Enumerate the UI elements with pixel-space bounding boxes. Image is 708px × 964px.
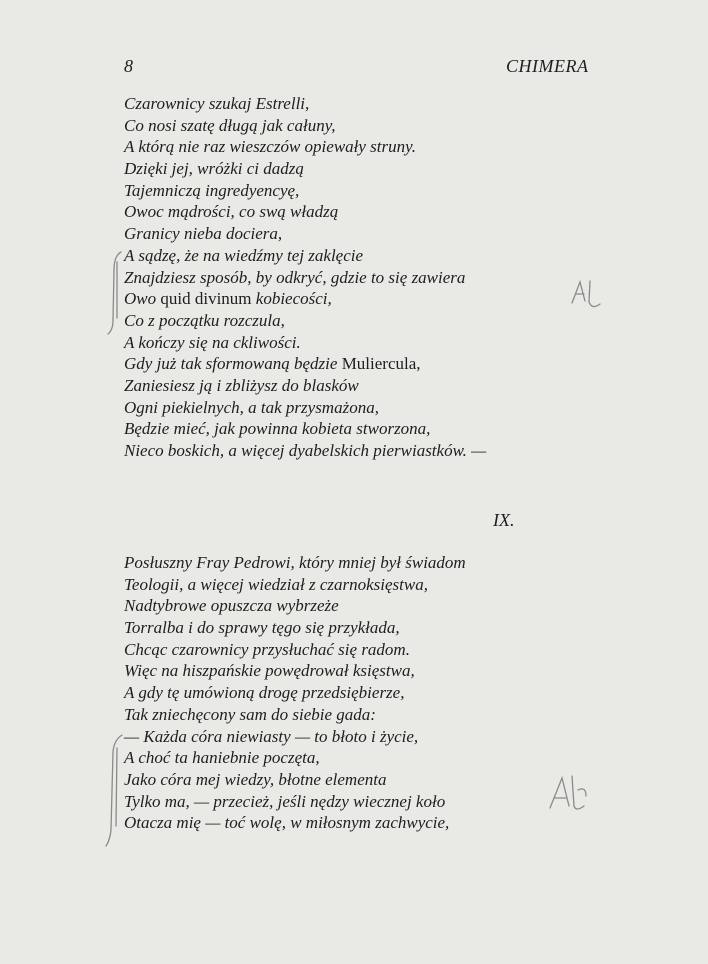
verse-line: Tak zniechęcony sam do siebie gada: [124, 704, 376, 724]
verse-line: Posłuszny Fray Pedrowi, który mniej był świadom [124, 553, 466, 572]
page-number: 8 [124, 56, 133, 76]
handwritten-mark-upper [572, 281, 600, 307]
verse-line: Ogni piekielnych, a tak przysmażona, [124, 397, 379, 417]
verse-line: A kończy się na ckliwości. [124, 332, 301, 352]
handwritten-mark-lower [550, 776, 586, 809]
verse-line: Znajdziesz sposób, by odkryć, gdzie to się zawiera [124, 267, 466, 287]
verse-line: Chcąc czarownicy przysłuchać się radom. [124, 639, 410, 659]
margin-bracket-lower-inner [116, 748, 117, 826]
verse-line: Czarownicy szukaj Estrelli, [124, 94, 310, 113]
margin-bracket-lower [106, 735, 122, 846]
verse-line: Zaniesiesz ją i zbliżysz do blasków [124, 375, 359, 395]
margin-bracket-upper [108, 252, 121, 334]
verse-line: Dzięki jej, wróżki ci dadzą [124, 159, 304, 179]
verse-line: Owoc mądrości, co swą władzą [124, 202, 339, 222]
verse-line: A choć ta haniebnie poczęta, [124, 748, 320, 768]
verse-fragment: Muliercula, [341, 354, 421, 374]
verse-fragment: Gdy już tak sformowaną będzie [124, 354, 342, 374]
verse-line: Torralba i do sprawy tęgo się przykłada, [124, 618, 400, 638]
verse-line: Nieco boskich, a więcej dyabelskich pierwiastków. — [124, 441, 487, 460]
stanza-2 [124, 552, 466, 834]
stanza-1 [124, 93, 486, 462]
running-head: CHIMERA [506, 56, 589, 76]
verse-line: Co nosi szatę długą jak całuny, [124, 115, 336, 135]
verse-fragment: Owo [124, 289, 157, 309]
verse-line: Teologii, a więcej wiedział z czarnoksięstwa, [124, 574, 428, 594]
verse-line: A którą nie raz wieszczów opiewały struny. [124, 137, 416, 157]
verse-line: Otacza mię — toć wolę, w miłosnym zachwycie, [124, 813, 450, 833]
section-heading: IX. [493, 510, 515, 530]
verse-line: — Każda córa niewiasty — to błoto i życie, [124, 726, 419, 746]
verse-line: Granicy nieba dociera, [124, 224, 283, 244]
verse-line: Nadtybrowe opuszcza wybrzeże [124, 596, 339, 616]
verse-fragment: quid divinum [156, 289, 256, 309]
verse-line: A gdy tę umówioną drogę przedsiębierze, [124, 683, 405, 703]
verse-line: Co z początku rozczula, [124, 310, 285, 330]
verse-line [124, 288, 486, 310]
verse-line: Jako córa mej wiedzy, błotne elementa [124, 769, 387, 789]
verse-line: Będzie mieć, jak powinna kobieta stworzona, [124, 419, 431, 439]
verse-line [124, 353, 486, 375]
verse-line: Więc na hiszpańskie powędrował księstwa, [124, 661, 415, 681]
verse-line: Tajemniczą ingredyencyę, [124, 180, 300, 200]
verse-line: A sądzę, że na wiedźmy tej zaklęcie [124, 245, 364, 265]
verse-fragment: kobiecości, [255, 289, 332, 309]
verse-line: Tylko ma, — przecież, jeśli nędzy wiecznej koło [124, 791, 446, 811]
